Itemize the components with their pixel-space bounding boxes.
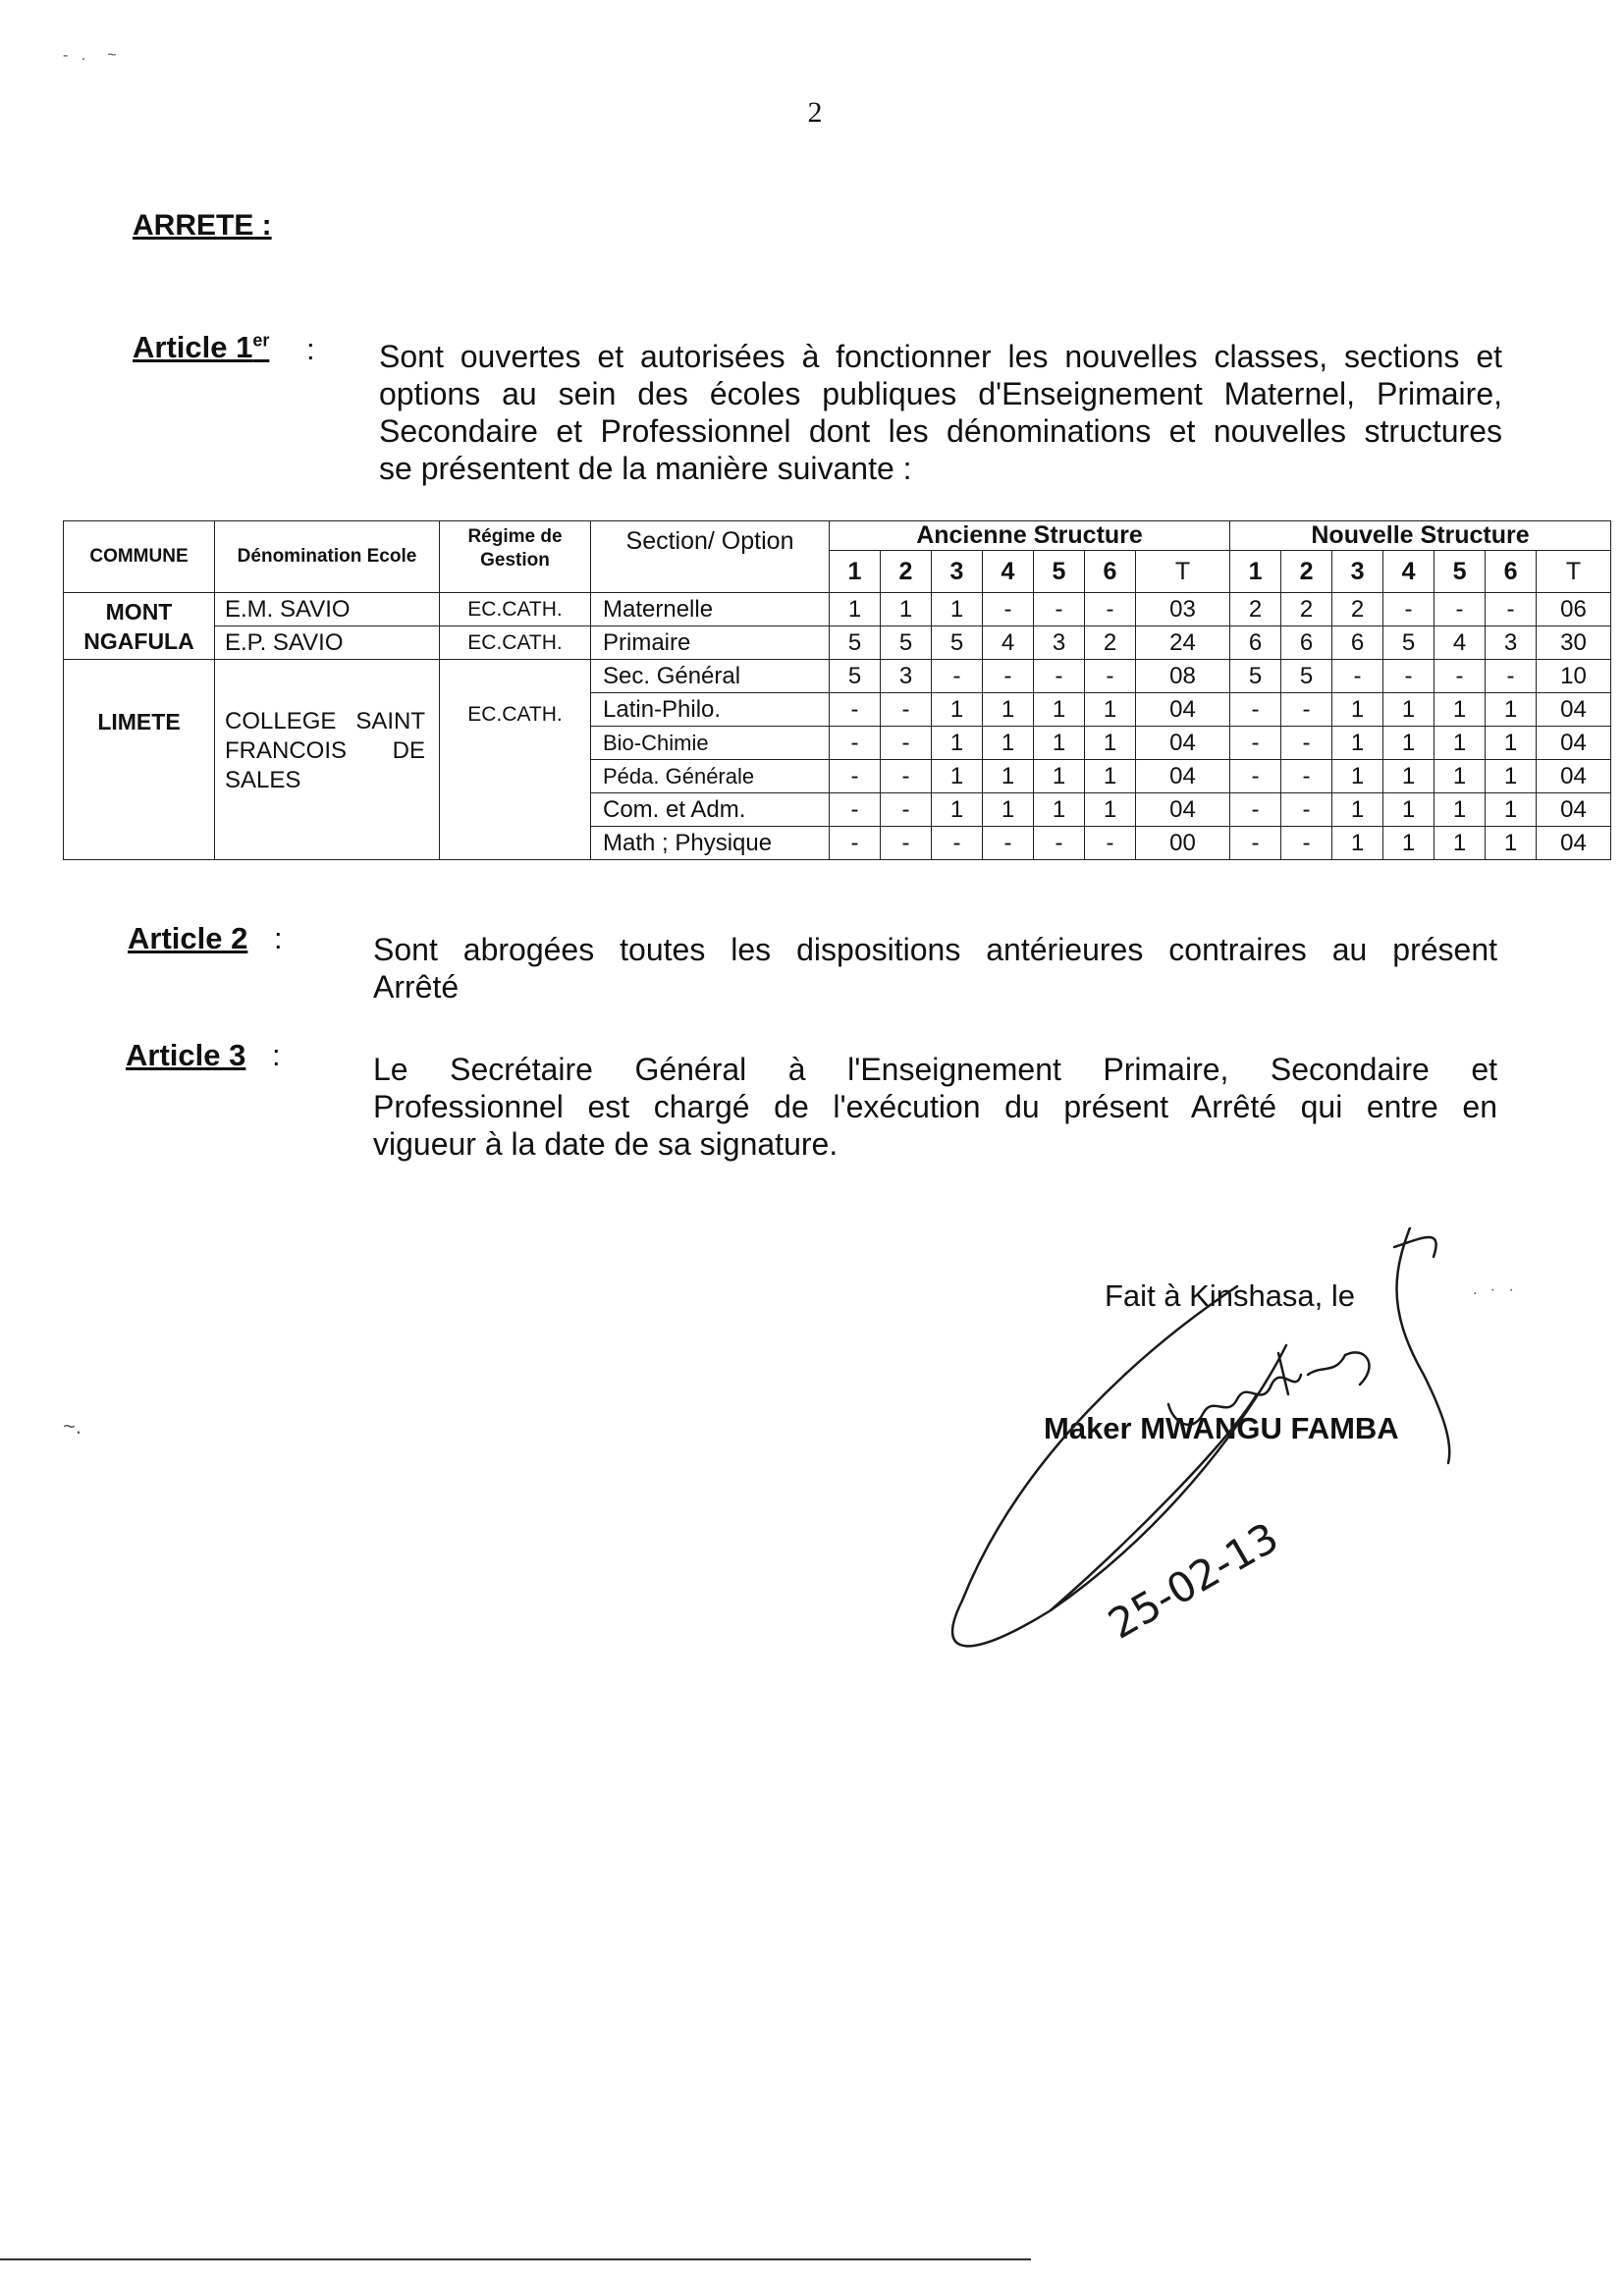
header-section: Section/ Option — [591, 521, 830, 593]
section-cell: Maternelle — [591, 593, 830, 626]
section-cell: Math ; Physique — [591, 827, 830, 860]
subheader-cell: 6 — [1085, 551, 1136, 593]
scan-speck: - . ~ — [63, 47, 117, 64]
nouvelle-cell: 1 — [1435, 727, 1486, 760]
ecole-cell: COLLEGE SAINT FRANCOIS DE SALES — [215, 660, 440, 860]
nouvelle-cell: - — [1230, 760, 1281, 793]
nouvelle-total-cell: 04 — [1537, 827, 1611, 860]
ancienne-cell: - — [830, 827, 881, 860]
nouvelle-cell: 2 — [1230, 593, 1281, 626]
nouvelle-total-cell: 04 — [1537, 793, 1611, 827]
ancienne-cell: 1 — [983, 793, 1034, 827]
subheader-cell: 1 — [1230, 551, 1281, 593]
article-1-colon: : — [306, 332, 315, 366]
regime-cell: EC.CATH. — [440, 593, 591, 626]
subheader-cell: 2 — [881, 551, 932, 593]
nouvelle-cell: 1 — [1486, 693, 1537, 727]
nouvelle-cell: 1 — [1486, 827, 1537, 860]
commune-cell: LIMETE — [64, 660, 215, 860]
nouvelle-cell: 6 — [1281, 626, 1332, 660]
ancienne-cell: 1 — [932, 760, 983, 793]
ancienne-total-cell: 04 — [1136, 793, 1230, 827]
ancienne-cell: 5 — [881, 626, 932, 660]
nouvelle-cell: 3 — [1486, 626, 1537, 660]
nouvelle-cell: 1 — [1435, 793, 1486, 827]
nouvelle-cell: - — [1230, 727, 1281, 760]
header-ancienne-structure: Ancienne Structure — [830, 521, 1230, 551]
commune-cell: MONT NGAFULA — [64, 593, 215, 660]
nouvelle-cell: 1 — [1486, 793, 1537, 827]
nouvelle-cell: - — [1281, 827, 1332, 860]
ancienne-cell: 1 — [1034, 727, 1085, 760]
ancienne-cell: - — [881, 727, 932, 760]
ancienne-cell: 1 — [1085, 727, 1136, 760]
ancienne-cell: 1 — [1085, 760, 1136, 793]
ancienne-cell: 1 — [932, 793, 983, 827]
article-1-line: options au sein des écoles publiques d'Enseignement Maternel, Primaire, — [379, 376, 1502, 411]
nouvelle-cell: - — [1435, 593, 1486, 626]
article-2-line: Sont abrogées toutes les dispositions antérieures contraires au présent — [373, 932, 1497, 967]
nouvelle-cell: 1 — [1383, 727, 1435, 760]
article-3-label: Article 3 — [126, 1038, 246, 1072]
article-3-line: Le Secrétaire Général à l'Enseignement Primaire, Secondaire et — [373, 1052, 1497, 1087]
table-row — [64, 626, 1611, 660]
page-number: 2 — [807, 96, 823, 129]
nouvelle-cell: 1 — [1332, 793, 1383, 827]
subheader-cell: 6 — [1486, 551, 1537, 593]
nouvelle-cell: 4 — [1435, 626, 1486, 660]
article-3-line: Professionnel est chargé de l'exécution du présent Arrêté qui entre en — [373, 1089, 1497, 1124]
ancienne-total-cell: 08 — [1136, 660, 1230, 693]
nouvelle-cell: 6 — [1230, 626, 1281, 660]
ancienne-cell: 1 — [983, 727, 1034, 760]
nouvelle-cell: 5 — [1383, 626, 1435, 660]
ancienne-cell: 4 — [983, 626, 1034, 660]
nouvelle-cell: - — [1281, 793, 1332, 827]
header-commune: COMMUNE — [64, 521, 215, 593]
ancienne-cell: 3 — [1034, 626, 1085, 660]
subheader-cell: 1 — [830, 551, 881, 593]
article-3-line: vigueur à la date de sa signature. — [373, 1126, 839, 1162]
nouvelle-cell: 2 — [1332, 593, 1383, 626]
nouvelle-cell: 1 — [1332, 693, 1383, 727]
section-cell: Bio-Chimie — [591, 727, 830, 760]
ancienne-cell: - — [830, 693, 881, 727]
ancienne-cell: - — [1034, 593, 1085, 626]
ancienne-cell: 1 — [1034, 793, 1085, 827]
article-2-label: Article 2 — [128, 921, 248, 955]
ancienne-cell: 1 — [932, 693, 983, 727]
nouvelle-cell: - — [1281, 693, 1332, 727]
section-cell: Péda. Générale — [591, 760, 830, 793]
subheader-cell: 4 — [983, 551, 1034, 593]
decree-heading: ARRETE : — [133, 209, 272, 242]
section-cell: Com. et Adm. — [591, 793, 830, 827]
nouvelle-cell: - — [1486, 660, 1537, 693]
ancienne-cell: 1 — [1085, 693, 1136, 727]
ancienne-cell: 1 — [1085, 793, 1136, 827]
subheader-cell: T — [1136, 551, 1230, 593]
signatory-name: Maker MWANGU FAMBA — [1044, 1411, 1399, 1445]
article-3-colon: : — [272, 1038, 281, 1072]
school-structure-table — [63, 520, 1611, 860]
ancienne-cell: 1 — [1034, 693, 1085, 727]
subheader-cell: 5 — [1034, 551, 1085, 593]
signature-place: Fait à Kinshasa, le — [1105, 1278, 1356, 1313]
handwritten-date-text: 25-02-13 — [1100, 1512, 1287, 1649]
section-cell: Sec. Général — [591, 660, 830, 693]
ancienne-cell: - — [881, 760, 932, 793]
nouvelle-cell: 1 — [1332, 727, 1383, 760]
nouvelle-cell: - — [1332, 660, 1383, 693]
nouvelle-cell: - — [1281, 760, 1332, 793]
handwritten-date — [1101, 1513, 1287, 1649]
subheader-cell: 3 — [932, 551, 983, 593]
ancienne-cell: 1 — [830, 593, 881, 626]
ancienne-cell: 1 — [932, 727, 983, 760]
nouvelle-cell: 1 — [1383, 693, 1435, 727]
ancienne-cell: 1 — [932, 593, 983, 626]
ancienne-cell: - — [830, 793, 881, 827]
ancienne-cell: 5 — [830, 626, 881, 660]
article-1-line: se présentent de la manière suivante : — [379, 451, 912, 486]
article-1-sup: er — [252, 330, 270, 351]
nouvelle-cell: - — [1230, 793, 1281, 827]
ecole-cell: E.M. SAVIO — [215, 593, 440, 626]
nouvelle-total-cell: 10 — [1537, 660, 1611, 693]
nouvelle-cell: 2 — [1281, 593, 1332, 626]
ancienne-cell: 1 — [1034, 760, 1085, 793]
table-row — [64, 660, 1611, 693]
nouvelle-cell: 1 — [1486, 727, 1537, 760]
ancienne-total-cell: 04 — [1136, 727, 1230, 760]
subheader-cell: 5 — [1435, 551, 1486, 593]
article-1-line: Secondaire et Professionnel dont les dénominations et nouvelles structures — [379, 413, 1502, 449]
article-1-label: Article 1er — [133, 330, 270, 364]
ancienne-cell: - — [983, 593, 1034, 626]
ancienne-cell: - — [983, 660, 1034, 693]
ancienne-cell: - — [1034, 827, 1085, 860]
nouvelle-cell: - — [1486, 593, 1537, 626]
ancienne-cell: - — [830, 727, 881, 760]
nouvelle-cell: - — [1435, 660, 1486, 693]
article-2-line: Arrêté — [373, 969, 460, 1005]
nouvelle-cell: - — [1281, 727, 1332, 760]
nouvelle-total-cell: 04 — [1537, 727, 1611, 760]
subheader-cell: T — [1537, 551, 1611, 593]
nouvelle-cell: 1 — [1486, 760, 1537, 793]
nouvelle-cell: 1 — [1435, 760, 1486, 793]
nouvelle-total-cell: 04 — [1537, 693, 1611, 727]
ancienne-cell: 3 — [881, 660, 932, 693]
nouvelle-total-cell: 06 — [1537, 593, 1611, 626]
nouvelle-cell: 5 — [1281, 660, 1332, 693]
nouvelle-cell: 1 — [1383, 760, 1435, 793]
ancienne-total-cell: 04 — [1136, 760, 1230, 793]
regime-cell: EC.CATH. — [440, 626, 591, 660]
ecole-cell: E.P. SAVIO — [215, 626, 440, 660]
ancienne-cell: 1 — [983, 760, 1034, 793]
subheader-cell: 3 — [1332, 551, 1383, 593]
regime-cell: EC.CATH. — [440, 660, 591, 860]
section-cell: Primaire — [591, 626, 830, 660]
nouvelle-cell: 1 — [1435, 693, 1486, 727]
article-2-colon: : — [274, 921, 283, 955]
article-1-line: Sont ouvertes et autorisées à fonctionner les nouvelles classes, sections et — [379, 339, 1502, 374]
subheader-cell: 2 — [1281, 551, 1332, 593]
nouvelle-cell: 1 — [1383, 793, 1435, 827]
ancienne-cell: - — [1034, 660, 1085, 693]
nouvelle-total-cell: 04 — [1537, 760, 1611, 793]
subheader-cell: 4 — [1383, 551, 1435, 593]
nouvelle-total-cell: 30 — [1537, 626, 1611, 660]
ancienne-cell: - — [1085, 593, 1136, 626]
nouvelle-cell: 1 — [1332, 760, 1383, 793]
table-row — [64, 593, 1611, 626]
nouvelle-cell: - — [1383, 660, 1435, 693]
ancienne-cell: 5 — [932, 626, 983, 660]
nouvelle-cell: - — [1230, 693, 1281, 727]
section-cell: Latin-Philo. — [591, 693, 830, 727]
nouvelle-cell: 1 — [1435, 827, 1486, 860]
scan-speck: . · · — [1473, 1281, 1514, 1298]
ancienne-total-cell: 04 — [1136, 693, 1230, 727]
ancienne-cell: 1 — [881, 593, 932, 626]
table-header-row — [64, 521, 1611, 551]
article-1-text — [379, 338, 1502, 487]
ancienne-cell: - — [881, 827, 932, 860]
scan-speck: ~. — [63, 1414, 81, 1439]
header-regime: Régime de Gestion — [440, 521, 591, 593]
nouvelle-cell: 1 — [1332, 827, 1383, 860]
nouvelle-cell: 5 — [1230, 660, 1281, 693]
ancienne-cell: 1 — [983, 693, 1034, 727]
ancienne-cell: 5 — [830, 660, 881, 693]
ancienne-cell: - — [983, 827, 1034, 860]
article-3-text — [373, 1051, 1497, 1163]
article-2-text — [373, 931, 1497, 1006]
header-nouvelle-structure: Nouvelle Structure — [1230, 521, 1611, 551]
ancienne-cell: - — [881, 793, 932, 827]
nouvelle-cell: - — [1230, 827, 1281, 860]
ancienne-cell: - — [881, 693, 932, 727]
ancienne-total-cell: 24 — [1136, 626, 1230, 660]
ancienne-total-cell: 03 — [1136, 593, 1230, 626]
ancienne-cell: - — [932, 660, 983, 693]
ancienne-total-cell: 00 — [1136, 827, 1230, 860]
header-denomination: Dénomination Ecole — [215, 521, 440, 593]
ancienne-cell: - — [830, 760, 881, 793]
ancienne-cell: - — [1085, 660, 1136, 693]
page-bottom-line — [0, 2258, 1031, 2260]
nouvelle-cell: 1 — [1383, 827, 1435, 860]
nouvelle-cell: - — [1383, 593, 1435, 626]
ancienne-cell: 2 — [1085, 626, 1136, 660]
ancienne-cell: - — [1085, 827, 1136, 860]
ancienne-cell: - — [932, 827, 983, 860]
handwritten-signature — [933, 1227, 1542, 1679]
nouvelle-cell: 6 — [1332, 626, 1383, 660]
